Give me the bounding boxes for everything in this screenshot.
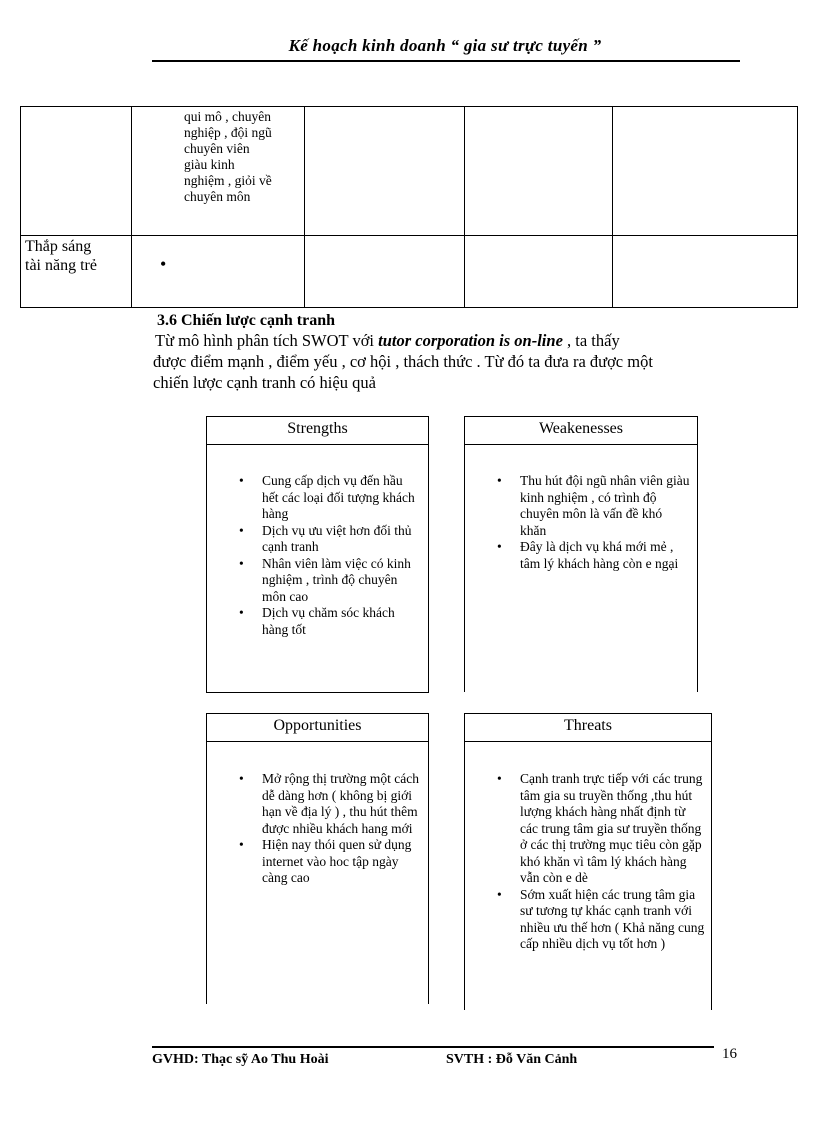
- bullet: •: [239, 522, 244, 538]
- text-line: qui mô , chuyên: [184, 109, 271, 124]
- list-item: [207, 837, 428, 887]
- swot-list: [207, 473, 428, 638]
- table-cell: [465, 107, 613, 236]
- list-item-text: Hiện nay thói quen sử dụng internet vào hoc tập ngày càng cao: [262, 837, 412, 885]
- text-line: Thắp sáng: [25, 238, 92, 255]
- bullet: •: [239, 473, 244, 488]
- emphasis-text: tutor corporation is on-line: [378, 331, 563, 350]
- row-label: [21, 236, 131, 275]
- swot-weaknesses-box: [464, 416, 698, 692]
- bullet: •: [497, 473, 502, 488]
- paragraph-line: được điểm mạnh , điểm yếu , cơ hội , thách thức . Từ đó ta đưa ra được một: [153, 352, 653, 371]
- swot-list: [465, 771, 711, 953]
- list-item: [207, 473, 428, 523]
- list-item-text: Sớm xuất hiện các trung tâm gia sư tương tự khác cạnh tranh với nhiều ưu thế hơn ( Khả năng cung cấp nhiều dịch vụ tốt hơn ): [520, 886, 705, 951]
- list-item: [465, 887, 711, 953]
- bullet: •: [239, 837, 244, 852]
- table-cell: [613, 107, 798, 236]
- bullet: •: [239, 771, 244, 786]
- paragraph-line: chiến lược cạnh tranh có hiệu quả: [153, 373, 376, 392]
- list-item-text: Dịch vụ chăm sóc khách hàng tốt: [262, 605, 395, 637]
- bullet: •: [239, 555, 244, 571]
- swot-box-title: Threats: [465, 714, 711, 742]
- bullet: •: [497, 771, 502, 786]
- continued-table: [20, 106, 798, 308]
- paragraph-line: [155, 330, 755, 351]
- text-line: tài năng trẻ: [25, 257, 97, 274]
- list-item-text: Cung cấp dịch vụ đến hầu hết các loại đối tượng khách hàng: [262, 473, 415, 521]
- swot-threats-box: [464, 713, 712, 1010]
- table-row: [21, 236, 798, 308]
- table-cell-text: [132, 107, 294, 205]
- section-paragraph: [155, 330, 755, 393]
- table-cell: [132, 107, 305, 236]
- list-item: [465, 473, 697, 539]
- swot-strengths-box: [206, 416, 429, 693]
- table-cell: [21, 107, 132, 236]
- table-cell: [465, 236, 613, 308]
- list-item-text: Dịch vụ ưu việt hơn đối thủ cạnh tranh: [262, 522, 412, 554]
- table-cell: [21, 236, 132, 308]
- swot-list: [207, 771, 428, 887]
- header-divider: [152, 60, 740, 62]
- list-item-text: Cạnh tranh trực tiếp với các trung tâm gia su truyền thống ,thu hút lượng khách hàng nhất định từ các trung tâm gia sư truyền thống ở các thị trường mục tiêu còn gặp khó khăn vì tâm lý khách hàng vẫn còn e dè: [520, 771, 703, 885]
- list-item-text: Thu hút đội ngũ nhân viên giàu kinh nghiệm , có trình độ chuyên môn là vấn đề khó khăn: [520, 473, 690, 538]
- text-span: Từ mô hình phân tích SWOT với: [155, 331, 379, 350]
- page-header-title: Kế hoạch kinh doanh “ gia sư trực tuyến ”: [288, 36, 602, 55]
- footer-student: SVTH : Đỗ Văn Cảnh: [446, 1052, 578, 1067]
- text-span: , ta thấy: [562, 331, 620, 350]
- text-line: nghiệp , đội ngũ: [184, 125, 272, 140]
- list-item: [207, 556, 428, 606]
- bullet: •: [497, 886, 502, 902]
- footer-divider: [152, 1046, 714, 1048]
- bullet: •: [497, 539, 502, 554]
- text-line: chuyên viên: [184, 141, 250, 156]
- table-cell: [132, 236, 305, 308]
- swot-box-title: Strengths: [207, 417, 428, 445]
- table-row: [21, 107, 798, 236]
- list-item: [465, 771, 711, 887]
- list-item: [465, 539, 697, 572]
- footer-advisor: GVHD: Thạc sỹ Ao Thu Hoài: [152, 1052, 329, 1067]
- table-cell: [305, 107, 465, 236]
- list-item: [207, 523, 428, 556]
- section-heading: 3.6 Chiến lược cạnh tranh: [157, 312, 336, 329]
- list-item-text: Mở rộng thị trường một cách dễ dàng hơn ( không bị giới hạn về địa lý ) , thu hút thêm được nhiều khách hang mới: [262, 771, 419, 836]
- swot-box-title: Opportunities: [207, 714, 428, 742]
- table-cell: [305, 236, 465, 308]
- list-item-text: Nhân viên làm việc có kinh nghiệm , trình độ chuyên môn cao: [262, 555, 411, 604]
- list-item-text: Đây là dịch vụ khá mới mẻ , tâm lý khách hàng còn e ngại: [520, 539, 679, 571]
- bullet: •: [239, 605, 244, 620]
- list-item: [207, 605, 428, 638]
- text-line: giàu kinh: [184, 157, 235, 172]
- swot-box-title: Weakenesses: [465, 417, 697, 445]
- text-line: nghiệm , giỏi về: [184, 173, 272, 188]
- text-line: chuyên môn: [184, 189, 251, 204]
- page-number: 16: [722, 1046, 737, 1062]
- swot-opportunities-box: [206, 713, 429, 1004]
- table-cell: [613, 236, 798, 308]
- list-item: [207, 771, 428, 837]
- bullet: •: [160, 254, 167, 274]
- swot-list: [465, 473, 697, 572]
